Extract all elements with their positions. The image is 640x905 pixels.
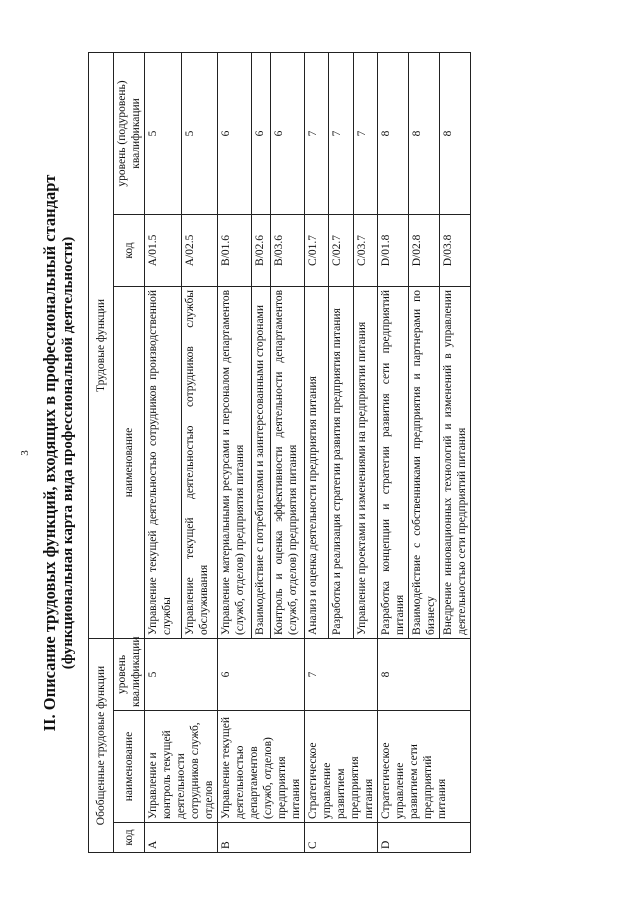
labor-functions-header: Трудовые функции <box>89 52 114 638</box>
header-row-1 <box>89 52 114 852</box>
lf-code-header: код <box>114 214 145 286</box>
lf-name-cell: Разработка концепции и стратегии развития сети предприятий питания <box>378 286 409 638</box>
lf-code-cell: C/03.7 <box>353 214 377 286</box>
otf-level-cell: 5 <box>145 638 218 710</box>
lf-level-cell: 7 <box>353 52 377 214</box>
lf-code-cell: D/03.8 <box>440 214 471 286</box>
otf-level-cell: 7 <box>305 638 378 710</box>
page-number: 3 <box>19 450 31 456</box>
lf-name-cell: Анализ и оценка деятельности предприятия питания <box>305 286 329 638</box>
lf-code-cell: D/02.8 <box>409 214 440 286</box>
lf-level-header: уровень (подуровень) квалификации <box>114 52 145 214</box>
table-row <box>145 52 182 852</box>
otf-level-cell: 6 <box>218 638 305 710</box>
lf-level-cell: 5 <box>181 52 218 214</box>
otf-name-cell: Управление текущей деятельностью департаментов (служб, отделов) предприятия питания <box>218 711 305 823</box>
lf-code-cell: C/02.7 <box>329 214 353 286</box>
lf-name-cell: Управление текущей деятельностью сотрудников производственной службы <box>145 286 182 638</box>
rotated-page-content <box>40 53 600 853</box>
otf-name-cell: Стратегическое управление развитием сети предприятий питания <box>378 711 471 823</box>
otf-level-cell: 8 <box>378 638 471 710</box>
lf-name-cell: Контроль и оценка эффективности деятельности департаментов (служб, отделов) предприятия питания <box>270 286 304 638</box>
generalized-functions-header: Обобщенные трудовые функции <box>89 638 114 852</box>
lf-code-cell: B/01.6 <box>218 214 252 286</box>
otf-code-cell: A <box>145 823 218 853</box>
lf-level-cell: 6 <box>252 52 271 214</box>
lf-level-cell: 7 <box>305 52 329 214</box>
lf-code-cell: B/02.6 <box>252 214 271 286</box>
name-header: наименование <box>114 711 145 823</box>
lf-code-cell: A/01.5 <box>145 214 182 286</box>
lf-level-cell: 8 <box>409 52 440 214</box>
otf-code-cell: C <box>305 823 378 853</box>
lf-code-cell: B/03.6 <box>270 214 304 286</box>
otf-name-cell: Управление и контроль текущей деятельности сотрудников служб, отделов <box>145 711 218 823</box>
lf-name-header: наименование <box>114 286 145 638</box>
section-title: II. Описание трудовых функций, входящих в профессиональный стандарт <box>40 174 59 732</box>
table-row <box>378 52 409 852</box>
code-header: код <box>114 823 145 853</box>
section-subtitle: (функциональная карта вида профессиональной деятельности) <box>60 236 76 670</box>
lf-name-cell: Управление материальными ресурсами и персоналом департаментов (служб, отделов) предприятия питания <box>218 286 252 638</box>
lf-code-cell: C/01.7 <box>305 214 329 286</box>
lf-name-cell: Взаимодействие с потребителями и заинтересованными сторонами <box>252 286 271 638</box>
lf-name-cell: Внедрение инновационных технологий и изменений в управлении деятельностью сети предприятий питания <box>440 286 471 638</box>
lf-name-cell: Взаимодействие с собственниками предприятия и партнерами по бизнесу <box>409 286 440 638</box>
table-row <box>305 52 329 852</box>
header-row-2 <box>114 52 145 852</box>
table-row <box>218 52 252 852</box>
lf-level-cell: 8 <box>440 52 471 214</box>
lf-level-cell: 7 <box>329 52 353 214</box>
otf-code-cell: D <box>378 823 471 853</box>
lf-name-cell: Разработка и реализация стратегии развития предприятия питания <box>329 286 353 638</box>
otf-code-cell: B <box>218 823 305 853</box>
otf-name-cell: Стратегическое управление развитием предприятия питания <box>305 711 378 823</box>
functional-map-table <box>88 52 471 853</box>
lf-code-cell: A/02.5 <box>181 214 218 286</box>
lf-level-cell: 6 <box>218 52 252 214</box>
lf-name-cell: Управление текущей деятельностью сотрудников службы обслуживания <box>181 286 218 638</box>
qual-level-header: уровень квалификации <box>114 638 145 710</box>
lf-level-cell: 5 <box>145 52 182 214</box>
lf-code-cell: D/01.8 <box>378 214 409 286</box>
lf-name-cell: Управление проектами и изменениями на предприятии питания <box>353 286 377 638</box>
section-heading <box>40 53 78 853</box>
lf-level-cell: 8 <box>378 52 409 214</box>
lf-level-cell: 6 <box>270 52 304 214</box>
